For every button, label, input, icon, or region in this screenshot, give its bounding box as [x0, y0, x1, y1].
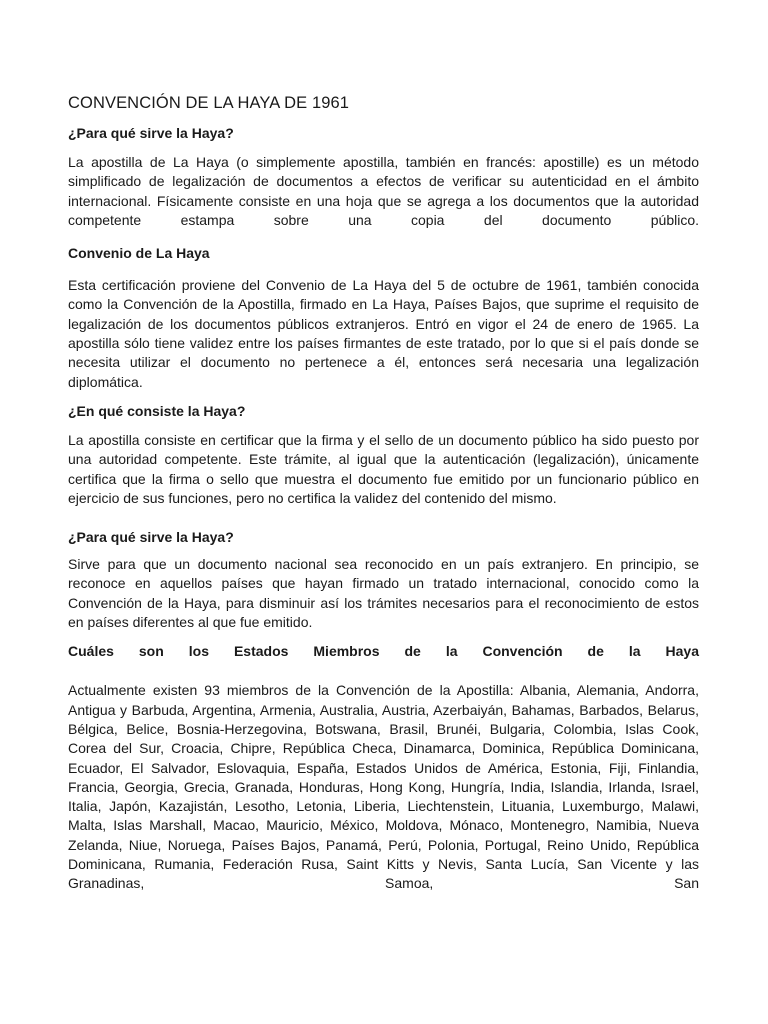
- section-heading: Cuáles son los Estados Miembros de la Convención de la Haya: [68, 643, 699, 660]
- section-paragraph: La apostilla consiste en certificar que la firma y el sello de un documento público ha sido puesto por una autoridad competente. Este trámite, al igual que la autenticación (legalización), únicamente certifica que la firma o sello que muestra el documento fue emitido por un funcionario público en ejercicio de sus funciones, pero no certifica la validez del contenido del mismo.: [68, 431, 699, 506]
- section-paragraph: Sirve para que un documento nacional sea reconocido en un país extranjero. En principio, se reconoce en aquellos países que hayan firmado un tratado internacional, conocido como la Convención de la Haya, para disminuir así los trámites necesarios para el reconocimiento de estos en países diferentes al que fue emitido.: [68, 556, 699, 631]
- section-en-que-consiste: [68, 402, 699, 508]
- section-convenio: [68, 244, 699, 392]
- document-page: [68, 92, 699, 894]
- section-paragraph: Actualmente existen 93 miembros de la Convención de la Apostilla: Albania, Alemania, Andorra, Antigua y Barbuda, Argentina, Armenia, Australia, Austria, Azerbaiyán, Bahamas, Barbados, Belarus, Bélgica, Belice, Bosnia-Herzegovina, Botswana, Brasil, Brunéi, Bulgaria, Colombia, Islas Cook, Corea del Sur, Croacia, Chipre, República Checa, Dinamarca, Dominica, República Dominicana, Ecuador, El Salvador, Eslovaquia, España, Estados Unidos de América, Estonia, Fiji, Finlandia, Francia, Georgia, Grecia, Granada, Honduras, Hong Kong, Hungría, India, Islandia, Irlanda, Israel, Italia, Japón, Kazajistán, Lesotho, Letonia, Liberia, Liechtenstein, Lituania, Luxemburgo, Malawi, Malta, Islas Marshall, Macao, Mauricio, México, Moldova, Mónaco, Montenegro, Namibia, Nueva Zelanda, Niue, Noruega, Países Bajos, Panamá, Perú, Polonia, Portugal, Reino Unido, República Dominicana, Rumania, Federación Rusa, Saint Kitts y Nevis, Santa Lucía, San Vicente y las Granadinas, Samoa, San: [68, 682, 699, 892]
- section-estados-miembros: [68, 642, 699, 893]
- section-paragraph: La apostilla de La Haya (o simplemente apostilla, también en francés: apostille) es un método simplificado de legalización de documentos a efectos de verificar su autenticidad en el ámbito internacional. Físicamente consiste en una hoja que se agrega a los documentos que la autoridad competente estampa sobre una copia del documento público.: [68, 154, 699, 228]
- section-heading: Convenio de La Haya: [68, 245, 210, 262]
- section-para-que-sirve: [68, 124, 699, 230]
- section-paragraph: Esta certificación proviene del Convenio de La Haya del 5 de octubre de 1961, también conocida como la Convención de la Apostilla, firmado en La Haya, Países Bajos, que suprime el requisito de legalización de los documentos públicos extranjeros. Entró en vigor el 24 de enero de 1965. La apostilla sólo tiene validez entre los países firmantes de este tratado, por lo que si el país donde se necesita utilizar el documento no pertenece a él, entonces será necesaria una legalización diplomática.: [68, 277, 699, 390]
- section-heading: ¿Para qué sirve la Haya?: [68, 125, 234, 141]
- section-para-que-sirve-2: [68, 528, 699, 632]
- section-heading: ¿En qué consiste la Haya?: [68, 402, 246, 419]
- document-title: CONVENCIÓN DE LA HAYA DE 1961: [68, 94, 350, 112]
- section-heading: ¿Para qué sirve la Haya?: [68, 529, 234, 546]
